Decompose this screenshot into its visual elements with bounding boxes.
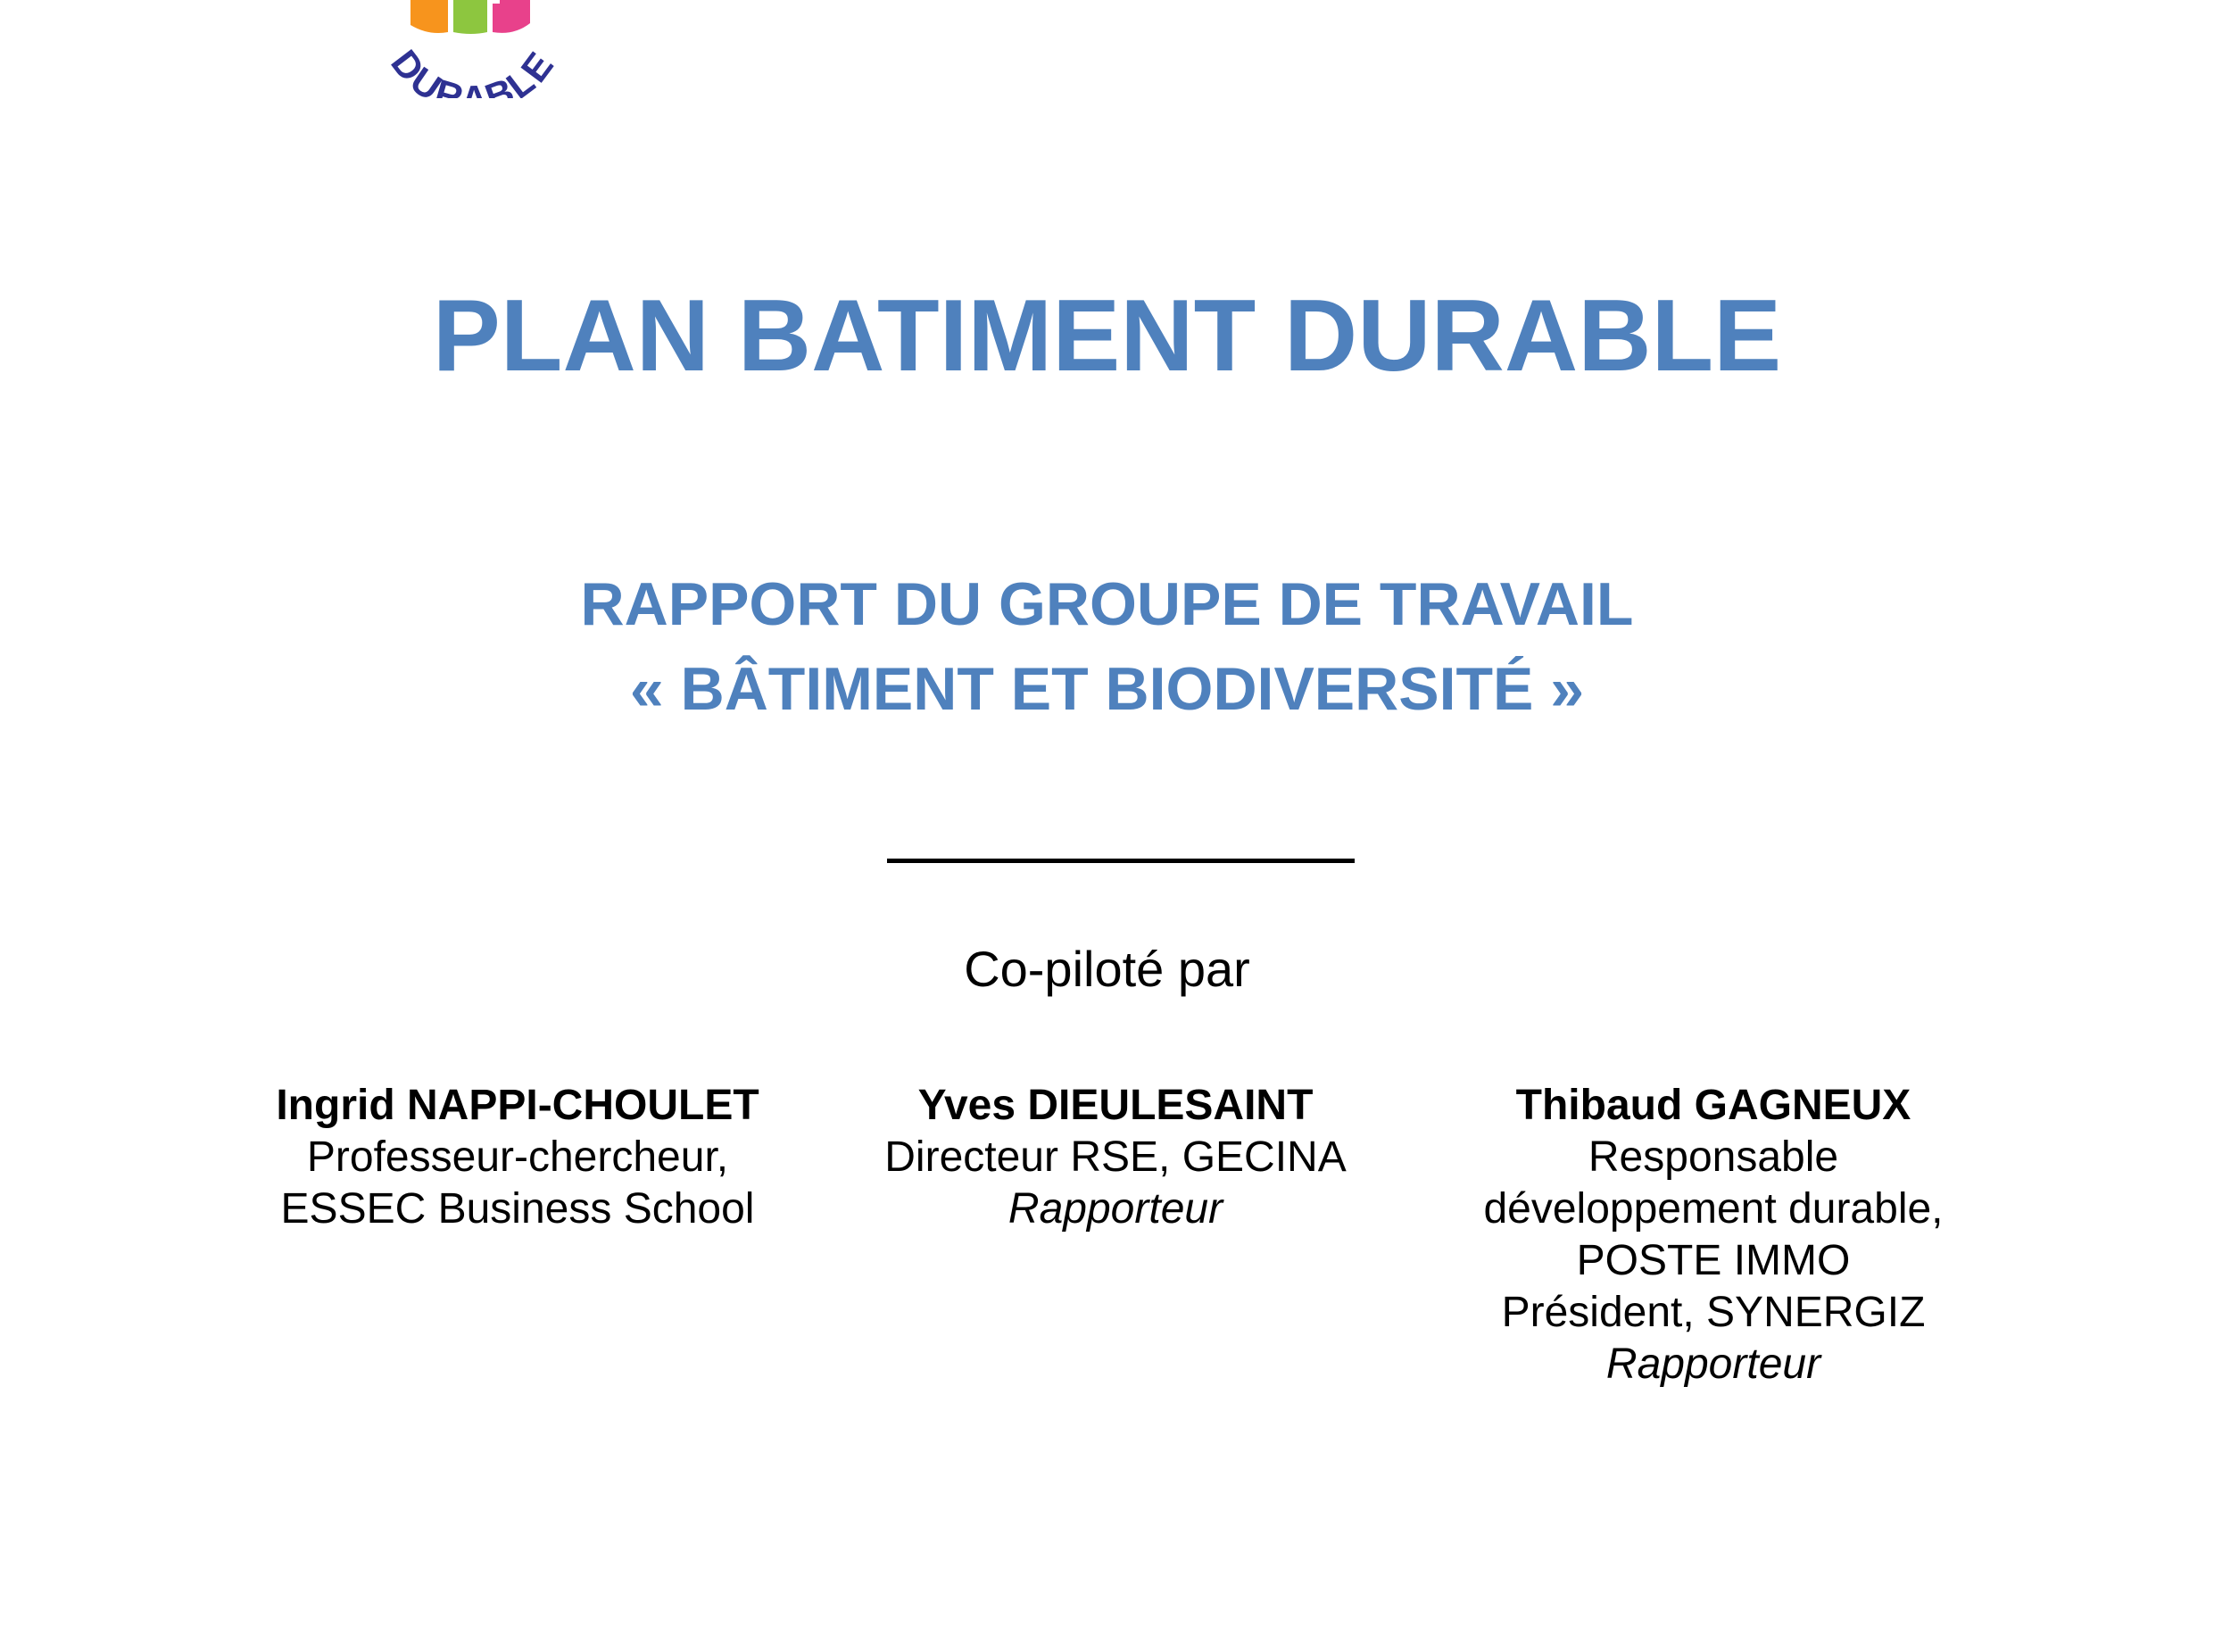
- subtitle-line-2: « BÂTIMENT ET BIODIVERSITÉ »: [629, 655, 1585, 723]
- logo-house-window: [489, 0, 500, 4]
- person-role: Rapporteur: [1605, 1341, 1821, 1388]
- person-detail-line: ESSEC Business School: [280, 1185, 755, 1233]
- separator-rule: [887, 859, 1355, 863]
- person-name: Thibaud GAGNEUX: [1515, 1082, 1911, 1129]
- copilot-ingrid-nappi-choulet: [214, 1080, 821, 1235]
- person-name: Ingrid NAPPI-CHOULET: [276, 1082, 759, 1129]
- person-detail-line: Responsable: [1588, 1133, 1839, 1181]
- copilot-thibaud-gagneux: [1428, 1080, 1999, 1391]
- report-subtitle: [0, 562, 2214, 732]
- copilot-yves-dieulesaint: [821, 1080, 1410, 1235]
- logo-pink-segment: [493, 0, 530, 33]
- logo-green-segment: [453, 0, 487, 34]
- person-detail-line: POSTE IMMO: [1576, 1237, 1851, 1284]
- person-role: Rapporteur: [1007, 1185, 1223, 1233]
- plan-batiment-durable-logo: [339, 0, 607, 98]
- person-detail-line: développement durable,: [1483, 1185, 1944, 1233]
- person-name: Yves DIEULESAINT: [917, 1082, 1314, 1129]
- person-detail-line: Président, SYNERGIZ: [1501, 1289, 1926, 1336]
- logo-text: DUR BLE: [383, 42, 563, 98]
- copilot-label: Co-piloté par: [964, 941, 1250, 997]
- person-detail-line: Professeur-chercheur,: [306, 1133, 729, 1181]
- person-detail-line: Directeur RSE, GECINA: [884, 1133, 1347, 1181]
- subtitle-line-1: RAPPORT DU GROUPE DE TRAVAIL: [580, 570, 1634, 638]
- document-title: PLAN BATIMENT DURABLE: [432, 279, 1782, 393]
- logo-orange-segment: [410, 0, 448, 33]
- logo-graphic: [339, 0, 607, 98]
